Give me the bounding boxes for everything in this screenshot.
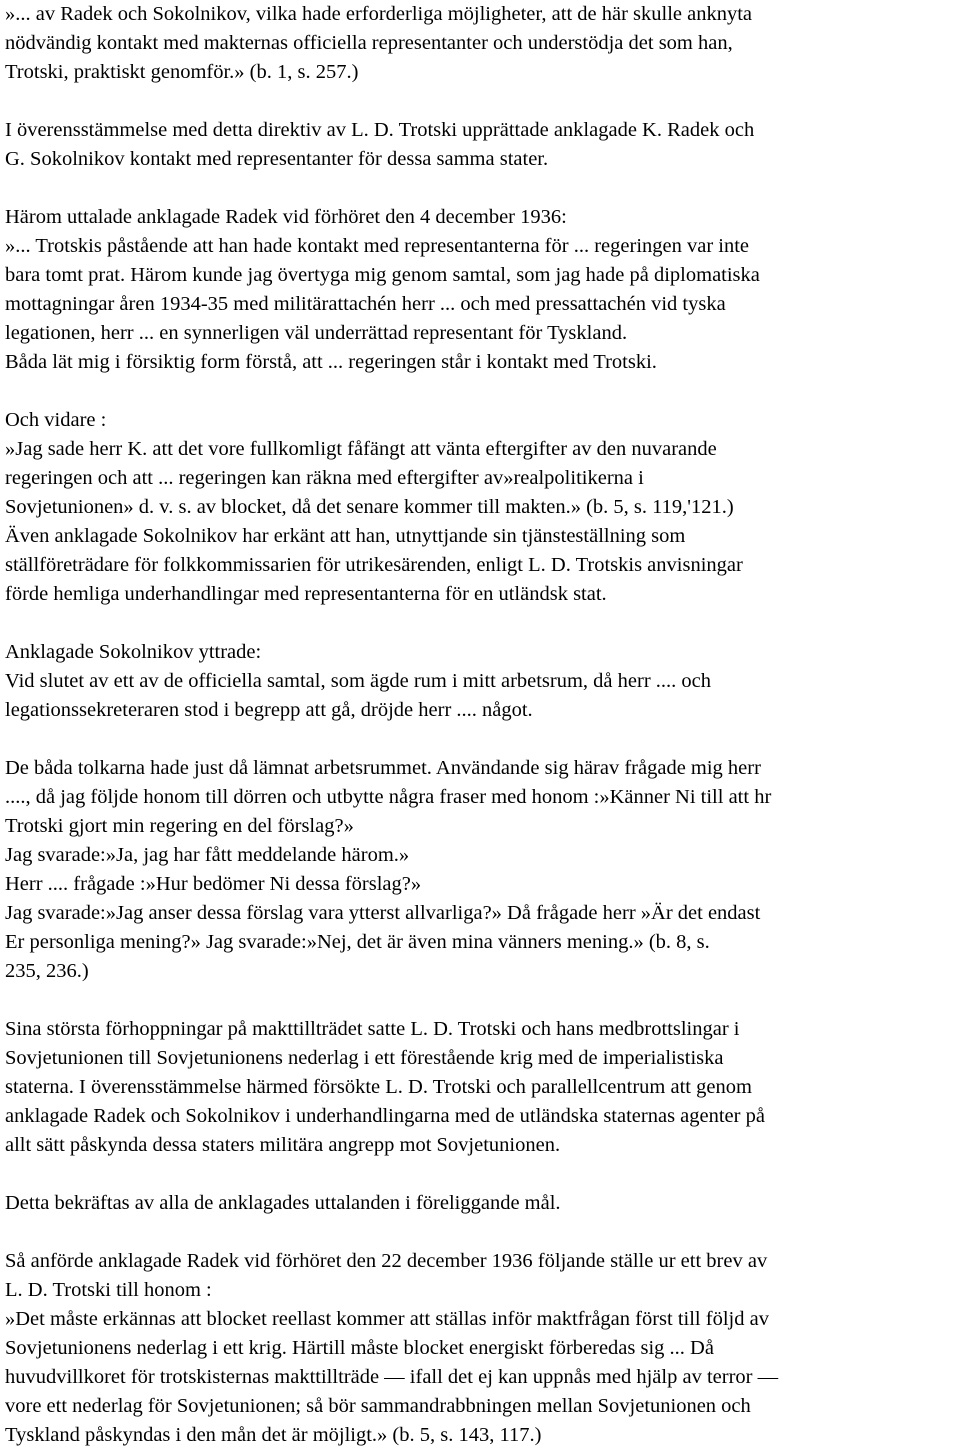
text-line: Vid slutet av ett av de officiella samtal, som ägde rum i mitt arbetsrum, då herr .... och	[5, 670, 712, 692]
paragraph-gap	[5, 609, 957, 638]
text-line: nödvändig kontakt med makternas officiella representanter och understödja det som han,	[5, 32, 733, 54]
paragraph	[5, 754, 957, 986]
text-line: »Det måste erkännas att blocket reellast kommer att ställas inför maktfrågan först till följd av	[5, 1308, 769, 1330]
text-line: mottagningar åren 1934-35 med militärattachén herr ... och med pressattachén vid tyska	[5, 293, 726, 315]
paragraph	[5, 1247, 957, 1450]
text-line: Sina största förhoppningar på makttillträdet satte L. D. Trotski och hans medbrottslingar i	[5, 1018, 740, 1040]
text-line: allt sätt påskynda dessa staters militära angrepp mot Sovjetunionen.	[5, 1134, 561, 1156]
paragraph	[5, 203, 957, 377]
text-line: Detta bekräftas av alla de anklagades uttalanden i föreliggande mål.	[5, 1192, 561, 1214]
text-line: 235, 236.)	[5, 960, 89, 982]
text-line: regeringen och att ... regeringen kan räkna med eftergifter av»realpolitikerna i	[5, 467, 644, 489]
paragraph	[5, 116, 957, 174]
paragraph-gap	[5, 725, 957, 754]
text-line: ställföreträdare för folkkommissarien för utrikesärenden, enligt L. D. Trotskis anvisningar	[5, 554, 743, 576]
text-line: legationen, herr ... en synnerligen väl underrättad representant för Tyskland.	[5, 322, 628, 344]
text-line: Anklagade Sokolnikov yttrade:	[5, 641, 262, 663]
text-line: Sovjetunionen till Sovjetunionens nederlag i ett förestående krig med de imperialistiska	[5, 1047, 724, 1069]
paragraph-gap	[5, 87, 957, 116]
text-line: ...., då jag följde honom till dörren och utbytte några fraser med honom :»Känner Ni till att hr	[5, 786, 772, 808]
text-line: vore ett nederlag för Sovjetunionen; så bör sammandrabbningen mellan Sovjetunionen och	[5, 1395, 751, 1417]
text-line: »... Trotskis påstående att han hade kontakt med representanterna för ... regeringen var inte	[5, 235, 750, 257]
paragraph	[5, 0, 957, 87]
text-line: legationssekreteraren stod i begrepp att gå, dröjde herr .... något.	[5, 699, 533, 721]
text-line: huvudvillkoret för trotskisternas makttillträde — ifall det ej kan uppnås med hjälp av terror —	[5, 1366, 779, 1388]
paragraph	[5, 406, 957, 609]
paragraph	[5, 1189, 957, 1218]
text-line: Även anklagade Sokolnikov har erkänt att han, utnyttjande sin tjänsteställning som	[5, 525, 686, 547]
text-line: anklagade Radek och Sokolnikov i underhandlingarna med de utländska staternas agenter på	[5, 1105, 765, 1127]
text-line: Herr .... frågade :»Hur bedömer Ni dessa förslag?»	[5, 873, 422, 895]
text-line: Trotski, praktiskt genomför.» (b. 1, s. 257.)	[5, 61, 359, 83]
text-line: Er personliga mening?» Jag svarade:»Nej, det är även mina vänners mening.» (b. 8, s.	[5, 931, 710, 953]
text-line: Och vidare :	[5, 409, 107, 431]
text-line: Tyskland påskyndas i den mån det är möjligt.» (b. 5, s. 143, 117.)	[5, 1424, 542, 1446]
text-line: Jag svarade:»Jag anser dessa förslag vara ytterst allvarliga?» Då frågade herr »Är det endast	[5, 902, 761, 924]
text-line: Sovjetunionen» d. v. s. av blocket, då det senare kommer till makten.» (b. 5, s. 119,'121.)	[5, 496, 734, 518]
text-line: Trotski gjort min regering en del förslag?»	[5, 815, 354, 837]
text-line: I överensstämmelse med detta direktiv av L. D. Trotski upprättade anklagade K. Radek och	[5, 119, 755, 141]
text-line: »... av Radek och Sokolnikov, vilka hade erforderliga möjligheter, att de här skulle anknyta	[5, 3, 753, 25]
text-line: L. D. Trotski till honom :	[5, 1279, 212, 1301]
paragraph-gap	[5, 986, 957, 1015]
text-line: bara tomt prat. Härom kunde jag övertyga mig genom samtal, som jag hade på diplomatiska	[5, 264, 760, 286]
text-line: G. Sokolnikov kontakt med representanter för dessa samma stater.	[5, 148, 549, 170]
text-line: De båda tolkarna hade just då lämnat arbetsrummet. Användande sig härav frågade mig herr	[5, 757, 761, 779]
text-line: staterna. I överensstämmelse härmed försökte L. D. Trotski och parallellcentrum att genom	[5, 1076, 752, 1098]
text-line: »Jag sade herr K. att det vore fullkomligt fåfängt att vänta eftergifter av den nuvarande	[5, 438, 717, 460]
paragraph-gap	[5, 1160, 957, 1189]
text-line: Sovjetunionens nederlag i ett krig. Härtill måste blocket energiskt förberedas sig ... Då	[5, 1337, 714, 1359]
text-line: förde hemliga underhandlingar med representanterna för en utländsk stat.	[5, 583, 607, 605]
document-page	[5, 0, 957, 1450]
paragraph-gap	[5, 377, 957, 406]
paragraph-gap	[5, 174, 957, 203]
paragraph-gap	[5, 1218, 957, 1247]
text-line: Båda lät mig i försiktig form förstå, att ... regeringen står i kontakt med Trotski.	[5, 351, 657, 373]
paragraph	[5, 638, 957, 725]
text-line: Jag svarade:»Ja, jag har fått meddelande härom.»	[5, 844, 410, 866]
text-line: Härom uttalade anklagade Radek vid förhöret den 4 december 1936:	[5, 206, 567, 228]
paragraph	[5, 1015, 957, 1160]
text-line: Så anförde anklagade Radek vid förhöret den 22 december 1936 följande ställe ur ett brev av	[5, 1250, 768, 1272]
